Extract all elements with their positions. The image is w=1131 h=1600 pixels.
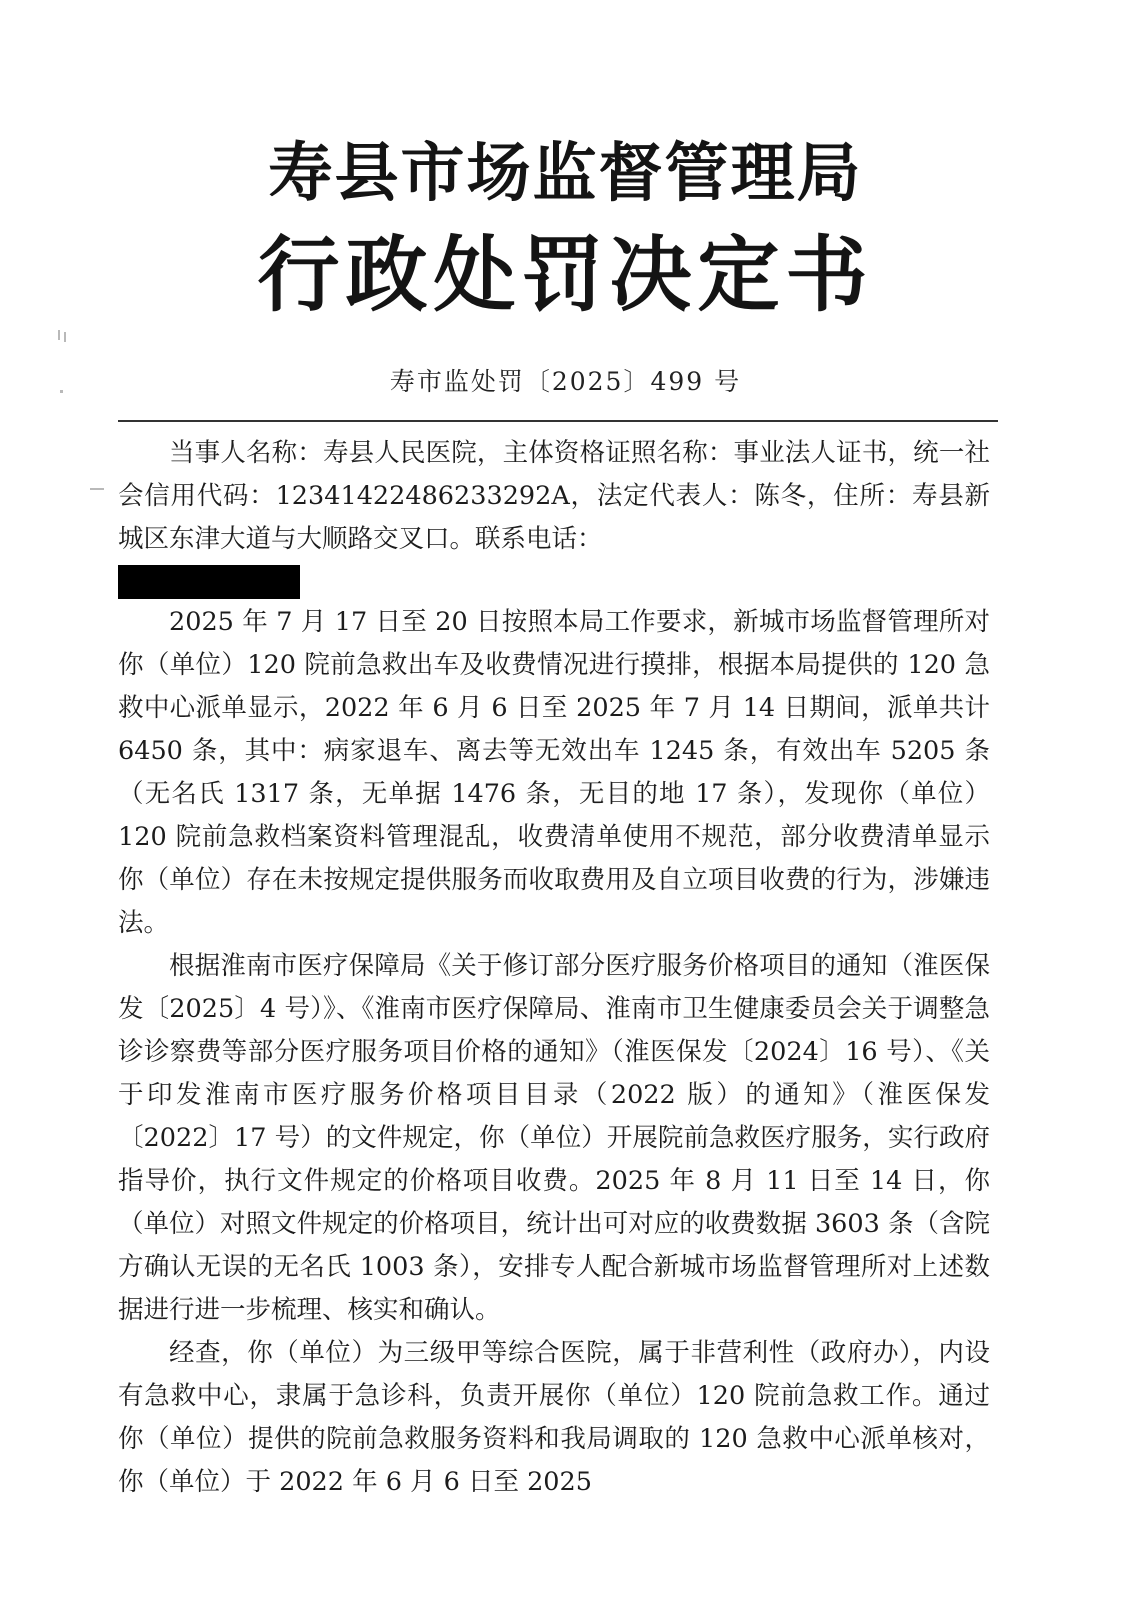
document-body [118,432,990,1504]
document-number: 寿市监处罚〔2025〕499 号 [389,367,742,396]
paragraph-regulations: 根据淮南市医疗保障局《关于修订部分医疗服务价格项目的通知（淮医保发〔2025〕4 号）》、《淮南市医疗保障局、淮南市卫生健康委员会关于调整急诊诊察费等部分医疗服务项目价格的通知》（淮医保发〔2024〕16 号）、《关于印发淮南市医疗服务价格项目目录（2022 版）的通知》（淮医保发〔2022〕17 号）的文件规定，你（单位）开展院前急救医疗服务，实行政府指导价，执行文件规定的价格项目收费。2025 年 8 月 11 日至 14 日，你（单位）对照文件规定的价格项目，统计出可对应的收费数据 3603 条（含院方确认无误的无名氏 1003 条），安排专人配合新城市场监督管理所对上述数据进行进一步梳理、核实和确认。 [118,951,990,1325]
paragraph-findings: 经查，你（单位）为三级甲等综合医院，属于非营利性（政府办），内设有急救中心，隶属于急诊科，负责开展你（单位）120 院前急救工作。通过你（单位）提供的院前急救服务资料和我局调取的 120 急救中心派单核对，你（单位）于 2022 年 6 月 6 日至 2025 [118,1338,990,1497]
header-divider [118,420,998,422]
redaction-bar [118,565,300,599]
scan-mark [60,390,63,393]
paragraph-text: 当事人名称：寿县人民医院，主体资格证照名称：事业法人证书，统一社会信用代码：12341422486233292A，法定代表人：陈冬，住所：寿县新城区东津大道与大顺路交叉口。联系电话： [118,438,990,554]
agency-title: 寿县市场监督管理局 [268,137,863,211]
paragraph-party-info [118,432,990,599]
scan-mark [58,330,60,340]
scan-mark [64,332,66,342]
paragraph-investigation: 2025 年 7 月 17 日至 20 日按照本局工作要求，新城市场监督管理所对你（单位）120 院前急救出车及收费情况进行摸排，根据本局提供的 120 急救中心派单显示，2022 年 6 月 6 日至 2025 年 7 月 14 日期间，派单共计 6450 条，其中：病家退车、离去等无效出车 1245 条，有效出车 5205 条（无名氏 1317 条，无单据 1476 条，无目的地 17 条），发现你（单位）120 院前急救档案资料管理混乱，收费清单使用不规范，部分收费清单显示你（单位）存在未按规定提供服务而收取费用及自立项目收费的行为，涉嫌违法。 [118,607,990,938]
scan-mark [90,488,104,490]
document-type-title: 行政处罚决定书 [257,228,874,323]
